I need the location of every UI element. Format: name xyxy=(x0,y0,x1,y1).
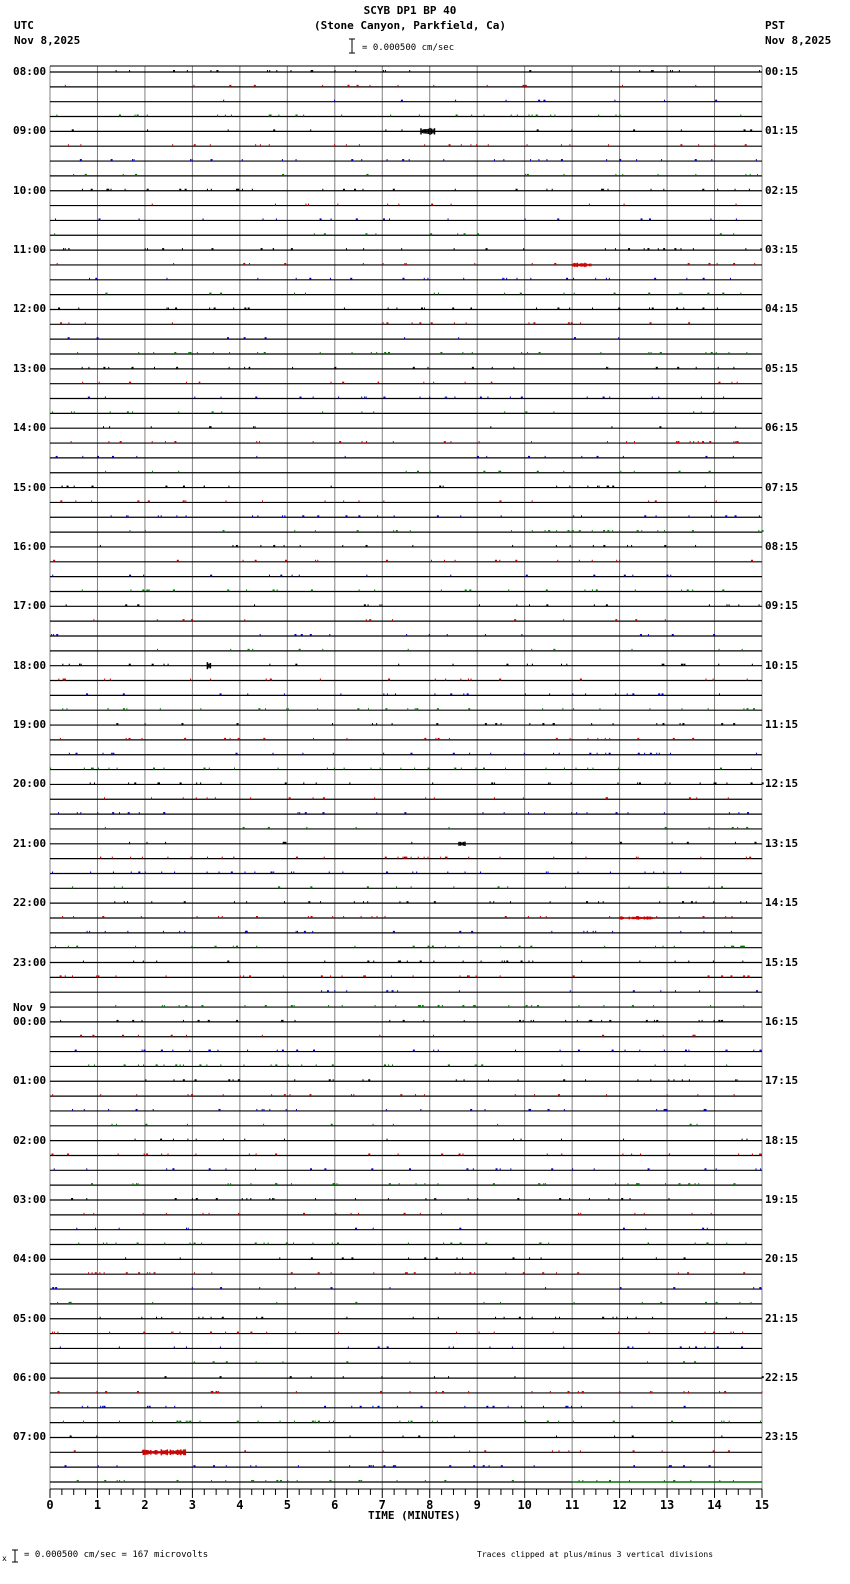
trace-line xyxy=(50,352,762,354)
trace-line xyxy=(50,263,762,265)
pst-time-label: 04:15 xyxy=(765,302,799,316)
trace-line xyxy=(50,545,762,547)
left-timezone: UTC xyxy=(14,19,34,32)
x-tick-label: 2 xyxy=(141,1498,149,1512)
utc-time-label: 15:00 xyxy=(13,480,47,494)
seismic-event xyxy=(620,916,655,919)
trace-line xyxy=(50,204,762,206)
x-tick-label: 4 xyxy=(236,1498,244,1512)
trace-line xyxy=(50,1183,762,1185)
trace-line xyxy=(50,144,762,146)
trace-line xyxy=(50,1094,762,1096)
clip-note: Traces clipped at plus/minus 3 vertical divisions xyxy=(477,1550,714,1559)
seismic-event xyxy=(143,1449,187,1455)
pst-time-label: 12:15 xyxy=(765,777,799,791)
utc-time-label: 11:00 xyxy=(13,243,47,257)
trace-line xyxy=(50,411,762,413)
x-tick-label: 11 xyxy=(564,1498,580,1512)
trace-line xyxy=(50,293,762,295)
x-tick-label: 5 xyxy=(283,1498,291,1512)
x-tick-label: 7 xyxy=(378,1498,386,1512)
trace-line xyxy=(50,1421,762,1423)
trace-line xyxy=(50,367,762,369)
trace-line xyxy=(50,248,762,250)
utc-time-label: 16:00 xyxy=(13,539,47,553)
utc-time-label: 13:00 xyxy=(13,361,47,375)
trace-line xyxy=(50,560,762,562)
trace-line xyxy=(50,1124,762,1126)
utc-time-label: 00:00 xyxy=(13,1014,47,1028)
trace-line xyxy=(50,1198,762,1200)
pst-time-label: 01:15 xyxy=(765,124,799,138)
trace-line xyxy=(50,619,762,621)
trace-line xyxy=(50,961,762,963)
x-tick-label: 6 xyxy=(331,1498,339,1512)
trace-line xyxy=(50,812,762,814)
pst-time-label: 20:15 xyxy=(765,1252,799,1266)
utc-time-label: 08:00 xyxy=(13,65,47,78)
trace-line xyxy=(50,441,762,443)
pst-time-label: 13:15 xyxy=(765,836,799,850)
scale-label: = 0.000500 cm/sec xyxy=(362,43,455,53)
x-tick-label: 15 xyxy=(754,1498,770,1512)
trace-line xyxy=(50,842,762,844)
trace-line xyxy=(50,456,762,458)
pst-time-label: 11:15 xyxy=(765,718,799,732)
utc-time-label: 20:00 xyxy=(13,777,47,791)
svg-text:x: x xyxy=(2,1554,7,1563)
utc-time-label: 17:00 xyxy=(13,599,47,613)
trace-line xyxy=(50,426,762,428)
pst-time-label: 19:15 xyxy=(765,1193,799,1206)
pst-time-label: 07:15 xyxy=(765,480,799,494)
trace-line xyxy=(50,693,762,695)
utc-time-label: 14:00 xyxy=(13,421,47,435)
trace-line xyxy=(50,500,762,502)
trace-line xyxy=(50,1257,762,1259)
trace-line xyxy=(50,589,762,591)
trace-line xyxy=(50,159,762,161)
trace-line xyxy=(50,218,762,220)
x-tick-label: 0 xyxy=(46,1498,54,1512)
utc-time-label: 03:00 xyxy=(13,1193,47,1206)
trace-line xyxy=(50,1139,762,1141)
utc-time-label: 22:00 xyxy=(13,896,47,910)
trace-line xyxy=(50,575,762,577)
trace-line xyxy=(50,1272,762,1274)
trace-line xyxy=(50,515,762,517)
utc-time-label: 12:00 xyxy=(13,302,47,316)
trace-line xyxy=(50,1109,762,1111)
x-tick-label: 3 xyxy=(188,1498,197,1512)
trace-line xyxy=(50,916,762,918)
pst-time-label: 17:15 xyxy=(765,1074,799,1088)
trace-line xyxy=(50,738,762,740)
trace-line xyxy=(50,337,762,339)
trace-line xyxy=(50,782,764,784)
trace-line xyxy=(50,85,762,87)
trace-line xyxy=(50,768,762,770)
x-tick-label: 1 xyxy=(93,1498,102,1512)
trace-line xyxy=(50,70,762,72)
trace-line xyxy=(50,679,762,681)
pst-time-label: 10:15 xyxy=(765,658,799,672)
trace-line xyxy=(50,1465,762,1467)
seismic-event xyxy=(207,662,212,669)
utc-time-label: 04:00 xyxy=(13,1252,47,1266)
trace-line xyxy=(50,1168,762,1170)
trace-line xyxy=(50,1287,762,1289)
utc-time-label: 19:00 xyxy=(13,718,47,732)
trace-line xyxy=(50,723,762,725)
trace-line xyxy=(50,115,762,117)
utc-time-label: 09:00 xyxy=(13,124,47,138)
trace-line xyxy=(50,1435,762,1437)
x-axis-label: TIME (MINUTES) xyxy=(368,1509,461,1522)
utc-time-label: 06:00 xyxy=(13,1371,47,1385)
trace-line xyxy=(50,1243,762,1245)
pst-time-label: 03:15 xyxy=(765,243,799,257)
trace-line xyxy=(50,1346,762,1348)
trace-line xyxy=(50,1361,762,1363)
plot-title: SCYB DP1 BP 40 xyxy=(363,4,457,17)
trace-line xyxy=(50,1228,762,1230)
trace-line xyxy=(50,1317,762,1319)
left-date: Nov 8,2025 xyxy=(14,34,81,47)
pst-time-label: 15:15 xyxy=(765,955,799,969)
utc-time-label: 01:00 xyxy=(13,1074,47,1088)
trace-line xyxy=(50,664,762,666)
pst-time-label: 16:15 xyxy=(765,1014,799,1028)
pst-time-label: 08:15 xyxy=(765,539,799,553)
utc-time-label: 18:00 xyxy=(13,658,47,672)
footer-scale-text: = 0.000500 cm/sec = 167 microvolts xyxy=(24,1550,209,1560)
pst-time-label: 05:15 xyxy=(765,361,799,375)
trace-line xyxy=(50,278,762,280)
trace-line xyxy=(50,886,762,888)
trace-line xyxy=(50,530,763,532)
utc-time-label: 21:00 xyxy=(13,836,47,850)
utc-time-label: 07:00 xyxy=(13,1430,47,1444)
x-tick-label: 9 xyxy=(473,1498,481,1512)
trace-line xyxy=(50,189,762,191)
trace-line xyxy=(50,634,762,636)
trace-line xyxy=(50,990,762,992)
x-tick-label: 8 xyxy=(426,1498,434,1512)
seismic-event xyxy=(572,263,592,267)
trace-line xyxy=(50,397,762,399)
trace-line xyxy=(50,1153,762,1155)
trace-line xyxy=(50,1213,762,1215)
trace-line xyxy=(50,382,762,384)
utc-time-label: 05:00 xyxy=(13,1311,47,1325)
trace-line xyxy=(50,1332,762,1334)
trace-line xyxy=(50,486,762,488)
pst-time-label: 09:15 xyxy=(765,599,799,613)
trace-line xyxy=(50,1050,762,1052)
trace-line xyxy=(50,471,762,473)
trace-line xyxy=(50,1079,762,1081)
trace-line xyxy=(50,975,762,977)
x-tick-label: 13 xyxy=(659,1498,675,1512)
trace-line xyxy=(50,946,762,948)
date-change-label: Nov 9 xyxy=(13,1000,47,1014)
pst-time-label: 06:15 xyxy=(765,421,799,435)
seismic-event xyxy=(458,842,466,846)
trace-line xyxy=(50,827,762,829)
right-timezone: PST xyxy=(765,19,785,32)
trace-line xyxy=(50,708,762,710)
plot-subtitle: (Stone Canyon, Parkfield, Ca) xyxy=(313,19,507,32)
trace-line xyxy=(50,1064,762,1066)
x-tick-label: 14 xyxy=(707,1498,722,1512)
trace-line xyxy=(50,100,762,102)
pst-time-label: 22:15 xyxy=(765,1371,799,1385)
trace-line xyxy=(50,649,762,651)
trace-line xyxy=(50,901,762,903)
pst-time-label: 23:15 xyxy=(765,1430,799,1444)
trace-line xyxy=(50,174,762,176)
pst-time-label: 00:15 xyxy=(765,65,799,78)
pst-time-label: 14:15 xyxy=(765,896,799,910)
right-date: Nov 8,2025 xyxy=(765,34,832,47)
pst-time-label: 18:15 xyxy=(765,1133,799,1147)
trace-line xyxy=(50,307,762,309)
trace-line xyxy=(50,233,762,235)
trace-line xyxy=(50,1020,762,1022)
trace-line xyxy=(50,604,762,606)
trace-line xyxy=(50,1005,762,1007)
trace-line xyxy=(50,1376,764,1378)
utc-time-label: 10:00 xyxy=(13,183,47,197)
trace-line xyxy=(50,129,762,131)
trace-line xyxy=(50,931,762,933)
trace-line xyxy=(50,1035,762,1037)
x-tick-label: 10 xyxy=(517,1498,532,1512)
utc-time-label: 02:00 xyxy=(13,1133,47,1147)
trace-line xyxy=(50,1406,762,1408)
utc-time-label: 23:00 xyxy=(13,955,47,969)
pst-time-label: 02:15 xyxy=(765,183,799,197)
trace-line xyxy=(50,1391,762,1393)
trace-line xyxy=(50,1302,762,1304)
trace-line xyxy=(50,857,762,859)
trace-line xyxy=(50,753,762,755)
trace-line xyxy=(50,322,762,324)
seismic-event xyxy=(420,128,435,135)
pst-time-label: 21:15 xyxy=(765,1311,799,1325)
x-tick-label: 12 xyxy=(612,1498,627,1512)
trace-line xyxy=(50,871,762,873)
trace-line xyxy=(50,797,762,799)
